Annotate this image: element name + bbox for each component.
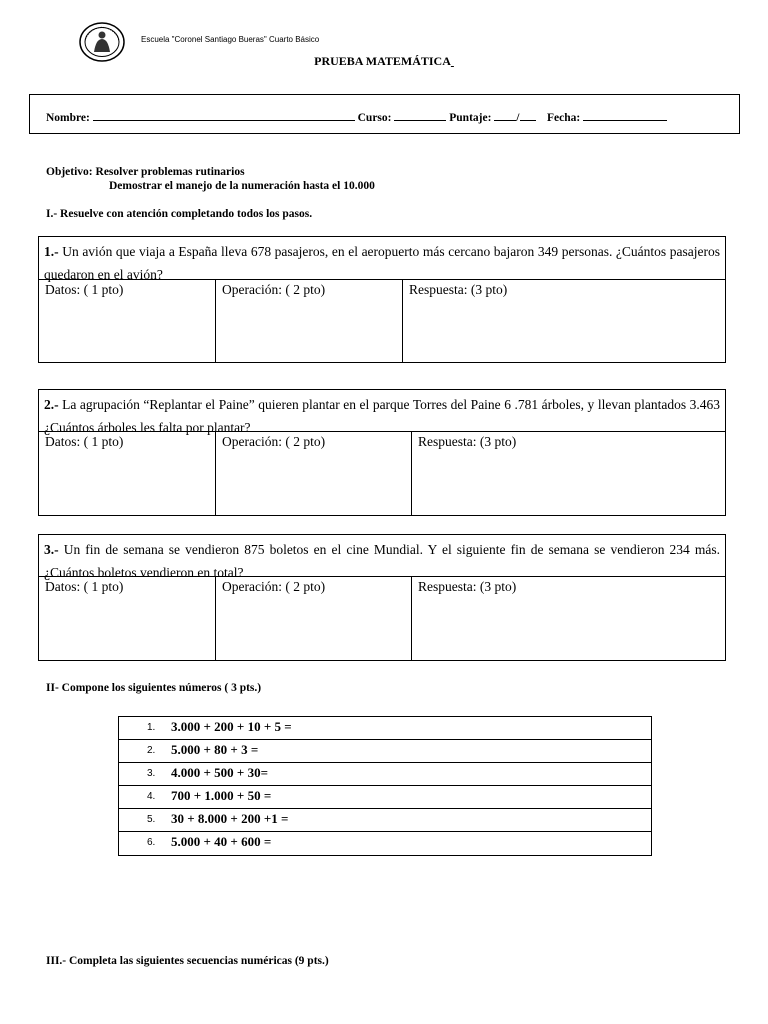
row-expression: 5.000 + 40 + 600 = [171, 834, 272, 849]
page-title: PRUEBA MATEMÁTICA [314, 54, 451, 68]
problem-3-respuesta[interactable]: Respuesta: (3 pto) [411, 577, 725, 660]
section-2-title: II- Compone los siguientes números ( 3 pts.) [46, 682, 262, 694]
puntaje-label: Puntaje: [449, 112, 492, 124]
row-expression: 3.000 + 200 + 10 + 5 = [171, 719, 292, 734]
objective-label: Objetivo: [46, 166, 93, 178]
problem-1 [38, 236, 726, 363]
row-expression: 4.000 + 500 + 30= [171, 765, 268, 780]
table-row[interactable] [119, 809, 651, 832]
problem-3-operacion[interactable]: Operación: ( 2 pto) [215, 577, 411, 660]
table-row[interactable] [119, 740, 651, 763]
problem-1-datos[interactable]: Datos: ( 1 pto) [45, 282, 124, 297]
row-number: 5. [147, 814, 156, 825]
problem-3-datos[interactable]: Datos: ( 1 pto) [45, 579, 124, 594]
row-number: 2. [147, 745, 156, 756]
row-number: 3. [147, 768, 156, 779]
row-number: 6. [147, 837, 156, 848]
problem-1-statement: 1.- Un avión que viaja a España lleva 678 pasajeros, en el aeropuerto más cercano bajaron 349 personas. ¿Cuántos pasajeros quedaron en el avión? [44, 244, 720, 282]
nombre-label: Nombre: [46, 112, 90, 124]
problem-2-datos[interactable]: Datos: ( 1 pto) [45, 434, 124, 449]
school-name: Escuela "Coronel Santiago Bueras" Cuarto Básico [141, 35, 320, 44]
puntaje-separator: / [516, 112, 520, 124]
table-row[interactable] [119, 763, 651, 786]
problem-3 [38, 534, 726, 661]
problem-3-statement: 3.- Un fin de semana se vendieron 875 boletos en el cine Mundial. Y el siguiente fin de semana se vendieron 234 más. ¿Cuántos boletos vendieron en total? [44, 542, 720, 580]
row-expression: 700 + 1.000 + 50 = [171, 788, 272, 803]
fecha-field[interactable] [583, 110, 667, 121]
row-number: 1. [147, 722, 156, 733]
section-3-title: III.- Completa las siguientes secuencias numéricas (9 pts.) [46, 955, 329, 967]
puntaje-total-field[interactable] [520, 110, 536, 121]
problem-1-respuesta[interactable]: Respuesta: (3 pto) [402, 280, 725, 362]
puntaje-field[interactable] [494, 110, 516, 121]
section-1-title: I.- Resuelve con atención completando todos los pasos. [46, 208, 313, 220]
curso-label: Curso: [357, 112, 392, 124]
row-expression: 5.000 + 80 + 3 = [171, 742, 259, 757]
compose-numbers-table [118, 716, 652, 856]
nombre-field[interactable] [93, 110, 355, 121]
problem-2-respuesta[interactable]: Respuesta: (3 pto) [411, 432, 725, 515]
fecha-label: Fecha: [547, 112, 581, 124]
table-row[interactable] [119, 832, 651, 855]
objective-line-2: Demostrar el manejo de la numeración hasta el 10.000 [109, 180, 375, 192]
curso-field[interactable] [394, 110, 446, 121]
objective-line-1: Objetivo: Resolver problemas rutinarios [46, 166, 245, 178]
row-expression: 30 + 8.000 + 200 +1 = [171, 811, 289, 826]
table-row[interactable] [119, 786, 651, 809]
student-info-fields [46, 110, 667, 124]
problem-1-operacion[interactable]: Operación: ( 2 pto) [215, 280, 402, 362]
problem-2-statement: 2.- La agrupación “Replantar el Paine” quieren plantar en el parque Torres del Paine 6 .781 árboles, y llevan plantados 3.463 ¿Cuántos árboles les falta por plantar? [44, 397, 720, 435]
table-row[interactable] [119, 717, 651, 740]
row-number: 4. [147, 791, 156, 802]
problem-2 [38, 389, 726, 516]
problem-2-operacion[interactable]: Operación: ( 2 pto) [215, 432, 411, 515]
